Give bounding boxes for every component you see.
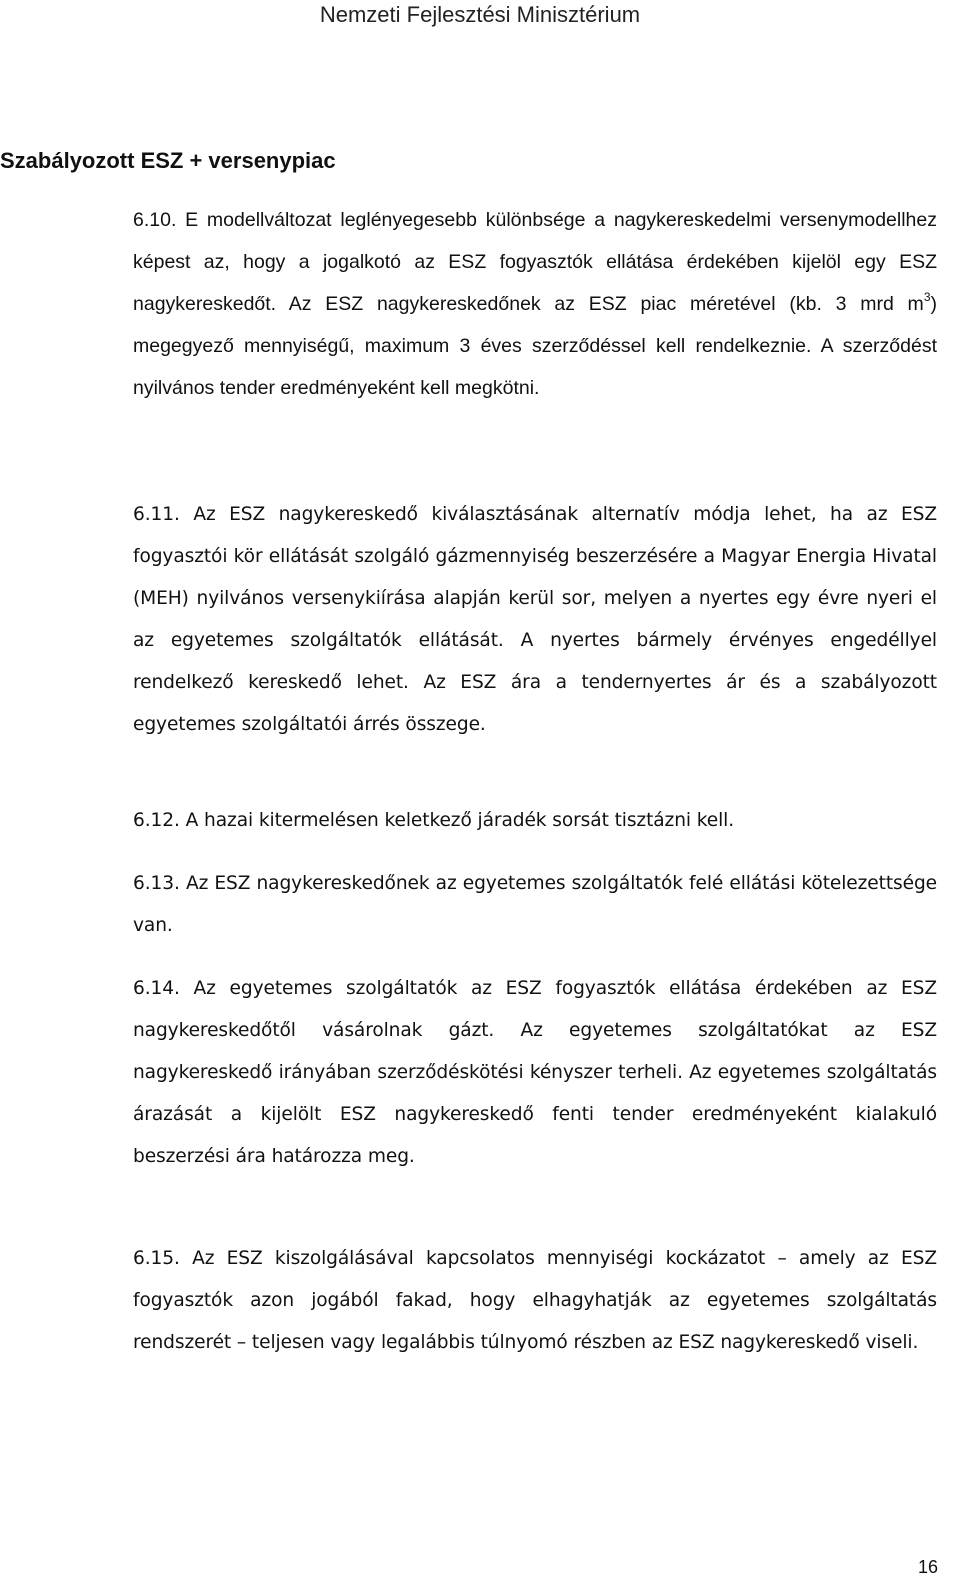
paragraph-number: 6.11. (133, 504, 180, 525)
paragraph-text: Az ESZ kiszolgálásával kapcsolatos mennyiségi kockázatot – amely az ESZ fogyasztók azon jogából fakad, hogy elhagyhatják az egyetemes szolgáltatás rendszerét – teljesen vagy legalábbis túlnyomó részben az ESZ nagykereskedő viseli. (133, 1248, 938, 1353)
paragraph-text: A hazai kitermelésen keletkező járadék sorsát tisztázni kell. (185, 810, 735, 831)
paragraph-number: 6.15. (133, 1248, 180, 1269)
paragraph-text: Az ESZ nagykereskedőnek az egyetemes szolgáltatók felé ellátási kötelezettsége van. (133, 873, 937, 936)
paragraph-6-14 (133, 968, 937, 1178)
paragraph-text: Az ESZ nagykereskedő kiválasztásának alternatív módja lehet, ha az ESZ fogyasztói kör ellátását szolgáló gázmennyiség beszerzésére a Magyar Energia Hivatal (MEH) nyilvános versenykiírása alapján kerül sor, melyen a nyertes egy évre nyeri el az egyetemes szolgáltatók ellátását. A nyertes bármely érvényes engedéllyel rendelkező kereskedő lehet. Az ESZ ára a tendernyertes ár és a szabályozott egyetemes szolgáltatói árrés összege. (133, 504, 937, 735)
paragraph-6-13 (133, 863, 937, 947)
paragraph-6-12 (133, 800, 937, 842)
paragraph-number: 6.12. (133, 810, 180, 831)
page-header: Nemzeti Fejlesztési Minisztérium (319, 2, 641, 27)
paragraph-6-10 (133, 199, 937, 409)
paragraph-6-11 (133, 494, 937, 746)
paragraph-text: E modellváltozat leglényegesebb különbsége a nagykereskedelmi versenymodellhez képest az, hogy a jogalkotó az ESZ fogyasztók ellátása érdekében kijelöl egy ESZ nagykereskedőt. Az ESZ nagykereskedőnek az ESZ piac méretével (kb. 3 mrd m (133, 209, 937, 315)
paragraph-number: 6.13. (133, 873, 180, 894)
section-title: Szabályozott ESZ + versenypiac (0, 148, 336, 173)
superscript: 3 (923, 290, 931, 304)
paragraph-number: 6.10. (133, 209, 177, 231)
page-number: 16 (917, 1557, 938, 1577)
paragraph-text-cont: ) megegyező mennyiségű, maximum 3 éves szerződéssel kell rendelkeznie. A szerződést nyilvános tender eredményeként kell megkötni. (133, 293, 937, 399)
paragraph-text: Az egyetemes szolgáltatók az ESZ fogyasztók ellátása érdekében az ESZ nagykereskedőtől vásárolnak gázt. Az egyetemes szolgáltatókat az ESZ nagykereskedő irányában szerződéskötési kényszer terheli. Az egyetemes szolgáltatás árazását a kijelölt ESZ nagykereskedő fenti tender eredményeként kialakuló beszerzési ára határozza meg. (133, 978, 937, 1167)
paragraph-6-15 (133, 1238, 937, 1364)
paragraph-number: 6.14. (133, 978, 180, 999)
